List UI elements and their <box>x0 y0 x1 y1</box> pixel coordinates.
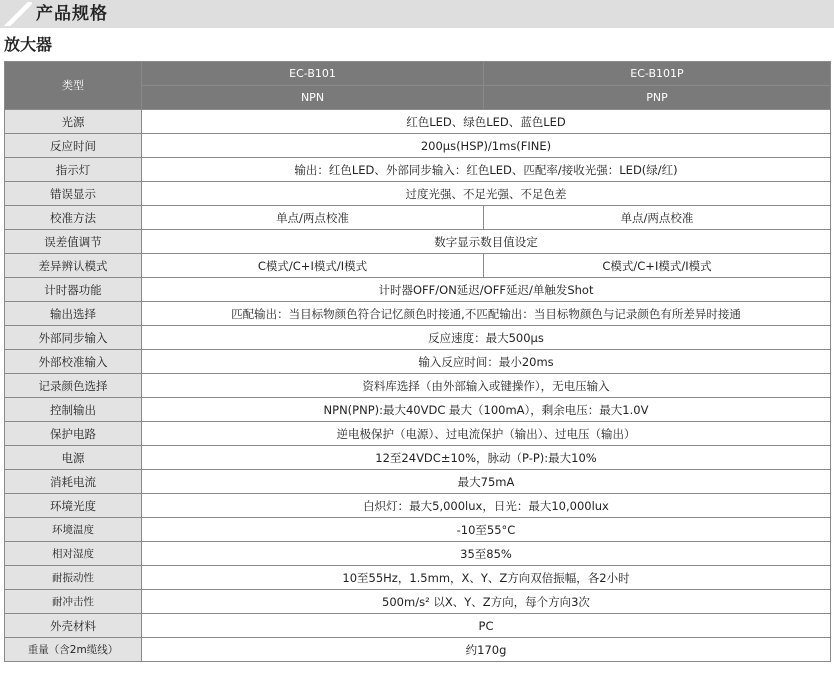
table-row <box>5 542 831 566</box>
row-value: 逆电极保护（电源）、过电流保护（输出）、过电压（输出） <box>142 422 831 446</box>
row-value: 10至55Hz，1.5mm，X、Y、Z方向双倍振幅，各2小时 <box>142 566 831 590</box>
row-value: 500m/s² 以X、Y、Z方向，每个方向3次 <box>142 590 831 614</box>
row-value-b: 单点/两点校准 <box>484 206 831 230</box>
row-value: -10至55°C <box>142 518 831 542</box>
row-label: 相对湿度 <box>5 542 142 566</box>
row-value: 反应速度：最大500μs <box>142 326 831 350</box>
row-label: 环境光度 <box>5 494 142 518</box>
table-row <box>5 566 831 590</box>
row-label: 外部同步输入 <box>5 326 142 350</box>
row-value-a: C模式/C+I模式/I模式 <box>142 254 484 278</box>
model-header-b: EC-B101P <box>484 62 831 86</box>
section-title: 放大器 <box>4 35 53 54</box>
table-row <box>5 230 831 254</box>
output-type-header-b: PNP <box>484 86 831 110</box>
table-row <box>5 638 831 662</box>
row-label: 输出选择 <box>5 302 142 326</box>
slash-decoration-icon <box>4 2 32 26</box>
table-row <box>5 254 831 278</box>
table-row <box>5 182 831 206</box>
row-label: 误差值调节 <box>5 230 142 254</box>
table-row <box>5 422 831 446</box>
row-value: 匹配输出：当目标物颜色符合记忆颜色时接通,不匹配输出：当目标物颜色与记录颜色有所差异时接通 <box>142 302 831 326</box>
row-value: 约170g <box>142 638 831 662</box>
output-type-header-a: NPN <box>142 86 484 110</box>
row-value: 数字显示数目值设定 <box>142 230 831 254</box>
row-label: 耐冲击性 <box>5 590 142 614</box>
row-label: 计时器功能 <box>5 278 142 302</box>
table-row <box>5 614 831 638</box>
row-label: 错误显示 <box>5 182 142 206</box>
row-value: 最大75mA <box>142 470 831 494</box>
table-row <box>5 470 831 494</box>
row-value: 200μs(HSP)/1ms(FINE) <box>142 134 831 158</box>
table-row <box>5 590 831 614</box>
row-label: 校准方法 <box>5 206 142 230</box>
table-row <box>5 110 831 134</box>
table-row <box>5 350 831 374</box>
table-row <box>5 398 831 422</box>
table-row <box>5 158 831 182</box>
row-value-a: 单点/两点校准 <box>142 206 484 230</box>
table-row <box>5 326 831 350</box>
row-label: 电源 <box>5 446 142 470</box>
row-value: 35至85% <box>142 542 831 566</box>
row-label: 消耗电流 <box>5 470 142 494</box>
table-row <box>5 278 831 302</box>
spec-table <box>4 61 831 662</box>
row-label: 外壳材料 <box>5 614 142 638</box>
row-value: 过度光强、不足光强、不足色差 <box>142 182 831 206</box>
row-value: 红色LED、绿色LED、蓝色LED <box>142 110 831 134</box>
row-label: 外部校准输入 <box>5 350 142 374</box>
row-label: 保护电路 <box>5 422 142 446</box>
row-value: 白炽灯：最大5,000lux，日光：最大10,000lux <box>142 494 831 518</box>
row-label: 环境温度 <box>5 518 142 542</box>
table-row <box>5 206 831 230</box>
table-row <box>5 134 831 158</box>
page-title: 产品规格 <box>36 4 108 24</box>
table-row <box>5 446 831 470</box>
row-label: 重量（含2m缆线） <box>5 638 142 662</box>
row-value: 资料库选择（由外部输入或键操作），无电压输入 <box>142 374 831 398</box>
section-banner <box>0 0 834 28</box>
table-row <box>5 494 831 518</box>
row-value: 输入反应时间：最小20ms <box>142 350 831 374</box>
row-value-b: C模式/C+I模式/I模式 <box>484 254 831 278</box>
row-label: 耐振动性 <box>5 566 142 590</box>
model-header-a: EC-B101 <box>142 62 484 86</box>
row-label: 控制输出 <box>5 398 142 422</box>
row-label: 指示灯 <box>5 158 142 182</box>
row-label: 记录颜色选择 <box>5 374 142 398</box>
table-row <box>5 302 831 326</box>
type-header-cell: 类型 <box>5 62 142 110</box>
table-row <box>5 518 831 542</box>
row-label: 光源 <box>5 110 142 134</box>
row-label: 反应时间 <box>5 134 142 158</box>
row-value: 计时器OFF/ON延迟/OFF延迟/单触发Shot <box>142 278 831 302</box>
table-row <box>5 374 831 398</box>
row-value: 12至24VDC±10%，脉动（P-P):最大10% <box>142 446 831 470</box>
row-label: 差异辨认模式 <box>5 254 142 278</box>
row-value: NPN(PNP):最大40VDC 最大（100mA），剩余电压：最大1.0V <box>142 398 831 422</box>
row-value: 输出：红色LED、外部同步输入：红色LED、匹配率/接收光强：LED(绿/红) <box>142 158 831 182</box>
row-value: PC <box>142 614 831 638</box>
